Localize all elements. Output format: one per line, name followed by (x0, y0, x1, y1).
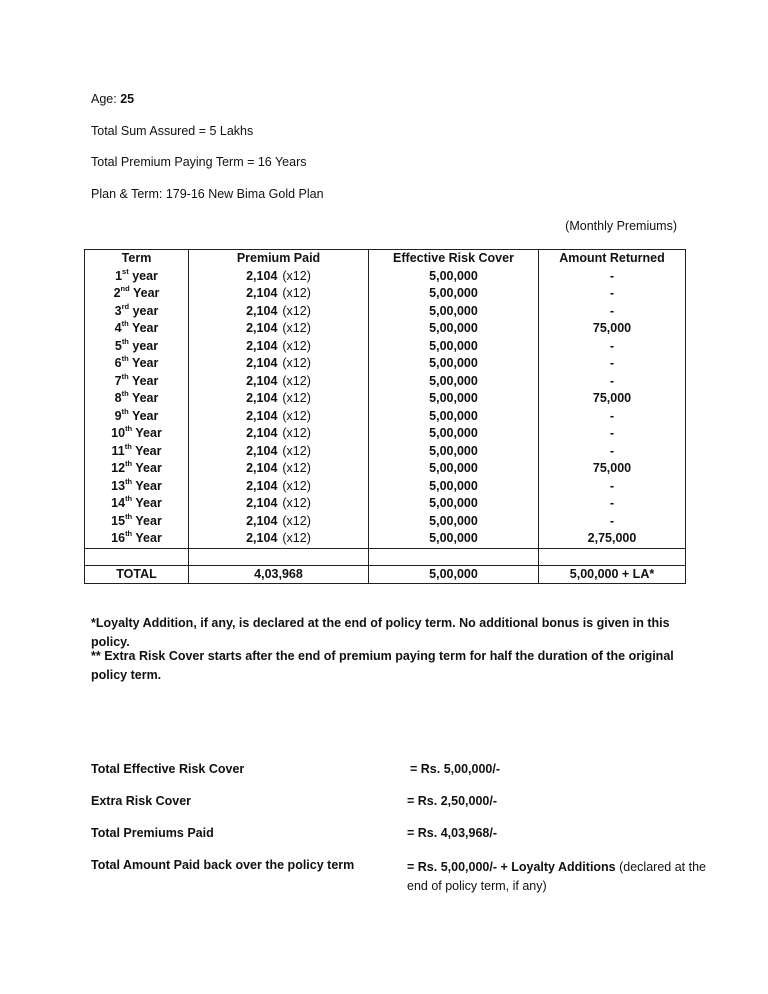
total-premium: 4,03,968 (189, 565, 369, 583)
table-row (85, 530, 686, 548)
cover-cell: 5,00,000 (369, 513, 539, 531)
term-cell: 3rd year (85, 303, 189, 321)
col-header-cover: Effective Risk Cover (369, 250, 539, 268)
blank-cell (85, 548, 189, 565)
returned-cell: 75,000 (539, 390, 686, 408)
plan-label: Plan & Term: (91, 187, 163, 201)
cover-cell: 5,00,000 (369, 338, 539, 356)
returned-cell: 75,000 (539, 460, 686, 478)
table-row (85, 303, 686, 321)
premium-cell: 2,104 (x12) (189, 268, 369, 286)
returned-cell: - (539, 443, 686, 461)
premium-cell: 2,104 (x12) (189, 425, 369, 443)
table-row (85, 478, 686, 496)
cover-cell: 5,00,000 (369, 408, 539, 426)
premium-cell: 2,104 (x12) (189, 530, 369, 548)
premium-cell: 2,104 (x12) (189, 495, 369, 513)
table-row (85, 513, 686, 531)
table-row (85, 408, 686, 426)
cover-cell: 5,00,000 (369, 355, 539, 373)
term-cell: 11th Year (85, 443, 189, 461)
cover-cell: 5,00,000 (369, 320, 539, 338)
table-row (85, 285, 686, 303)
term-cell: 6th Year (85, 355, 189, 373)
returned-cell: 2,75,000 (539, 530, 686, 548)
cover-cell: 5,00,000 (369, 460, 539, 478)
plan-value: 179-16 New Bima Gold Plan (165, 187, 324, 201)
table-row (85, 355, 686, 373)
term-cell: 16th Year (85, 530, 189, 548)
premium-cell: 2,104 (x12) (189, 478, 369, 496)
term-cell: 14th Year (85, 495, 189, 513)
premiums-paid-value: = Rs. 4,03,968/- (407, 826, 497, 840)
premium-cell: 2,104 (x12) (189, 443, 369, 461)
returned-cell: - (539, 338, 686, 356)
term-cell: 7th Year (85, 373, 189, 391)
returned-cell: - (539, 268, 686, 286)
paid-back-label: Total Amount Paid back over the policy term (91, 858, 355, 872)
cover-cell: 5,00,000 (369, 268, 539, 286)
premium-cell: 2,104 (x12) (189, 390, 369, 408)
premium-cell: 2,104 (x12) (189, 513, 369, 531)
term-cell: 8th Year (85, 390, 189, 408)
term-cell: 12th Year (85, 460, 189, 478)
paid-back-value (407, 858, 707, 896)
premium-cell: 2,104 (x12) (189, 303, 369, 321)
age-line (91, 92, 134, 106)
table-row (85, 268, 686, 286)
cover-cell: 5,00,000 (369, 425, 539, 443)
table-row (85, 338, 686, 356)
cover-cell: 5,00,000 (369, 373, 539, 391)
premium-term-line: Total Premium Paying Term = 16 Years (91, 155, 307, 169)
term-cell: 4th Year (85, 320, 189, 338)
table-row (85, 460, 686, 478)
returned-cell: 75,000 (539, 320, 686, 338)
total-label: TOTAL (85, 565, 189, 583)
returned-cell: - (539, 408, 686, 426)
cover-cell: 5,00,000 (369, 390, 539, 408)
premium-cell: 2,104 (x12) (189, 460, 369, 478)
cover-cell: 5,00,000 (369, 303, 539, 321)
table-body (85, 250, 686, 584)
table-header-row (85, 250, 686, 268)
table-row (85, 320, 686, 338)
returned-cell: - (539, 495, 686, 513)
total-returned: 5,00,000 + LA* (539, 565, 686, 583)
premium-cell: 2,104 (x12) (189, 320, 369, 338)
paid-back-value-main: = Rs. 5,00,000/- + Loyalty Additions (407, 860, 616, 874)
table-row (85, 373, 686, 391)
term-cell: 15th Year (85, 513, 189, 531)
total-cover: 5,00,000 (369, 565, 539, 583)
paid-back-value-note: (declared at the end of policy term, if any) (407, 860, 706, 893)
cover-cell: 5,00,000 (369, 530, 539, 548)
effective-cover-value: = Rs. 5,00,000/- (410, 762, 500, 776)
returned-cell: - (539, 355, 686, 373)
returned-cell: - (539, 425, 686, 443)
table-row (85, 425, 686, 443)
premium-schedule-table (84, 249, 686, 584)
cover-cell: 5,00,000 (369, 478, 539, 496)
col-header-term: Term (85, 250, 189, 268)
returned-cell: - (539, 285, 686, 303)
table-row (85, 495, 686, 513)
premium-cell: 2,104 (x12) (189, 285, 369, 303)
extra-risk-note: ** Extra Risk Cover starts after the end of premium paying term for half the duration of the original policy term. (91, 649, 674, 682)
table-row (85, 390, 686, 408)
returned-cell: - (539, 373, 686, 391)
plan-line (91, 187, 324, 201)
table-row (85, 443, 686, 461)
blank-cell (189, 548, 369, 565)
returned-cell: - (539, 513, 686, 531)
extra-cover-label: Extra Risk Cover (91, 794, 192, 808)
age-value: 25 (120, 92, 135, 106)
cover-cell: 5,00,000 (369, 285, 539, 303)
total-row (85, 565, 686, 583)
term-cell: 2nd Year (85, 285, 189, 303)
returned-cell: - (539, 478, 686, 496)
premium-mode: (Monthly Premiums) (565, 219, 677, 233)
cover-cell: 5,00,000 (369, 443, 539, 461)
blank-cell (539, 548, 686, 565)
age-label: Age: (91, 92, 117, 106)
loyalty-note: *Loyalty Addition, if any, is declared at the end of policy term. No additional bonus is given in this policy. (91, 616, 670, 649)
term-cell: 13th Year (85, 478, 189, 496)
col-header-premium: Premium Paid (189, 250, 369, 268)
premiums-paid-label: Total Premiums Paid (91, 826, 214, 840)
sum-assured-line: Total Sum Assured = 5 Lakhs (91, 124, 254, 138)
col-header-returned: Amount Returned (539, 250, 686, 268)
extra-cover-value: = Rs. 2,50,000/- (407, 794, 497, 808)
returned-cell: - (539, 303, 686, 321)
premium-cell: 2,104 (x12) (189, 338, 369, 356)
premium-cell: 2,104 (x12) (189, 355, 369, 373)
blank-row (85, 548, 686, 565)
term-cell: 5th year (85, 338, 189, 356)
term-cell: 9th Year (85, 408, 189, 426)
premium-cell: 2,104 (x12) (189, 408, 369, 426)
premium-cell: 2,104 (x12) (189, 373, 369, 391)
effective-cover-label: Total Effective Risk Cover (91, 762, 245, 776)
term-cell: 10th Year (85, 425, 189, 443)
cover-cell: 5,00,000 (369, 495, 539, 513)
term-cell: 1st year (85, 268, 189, 286)
blank-cell (369, 548, 539, 565)
